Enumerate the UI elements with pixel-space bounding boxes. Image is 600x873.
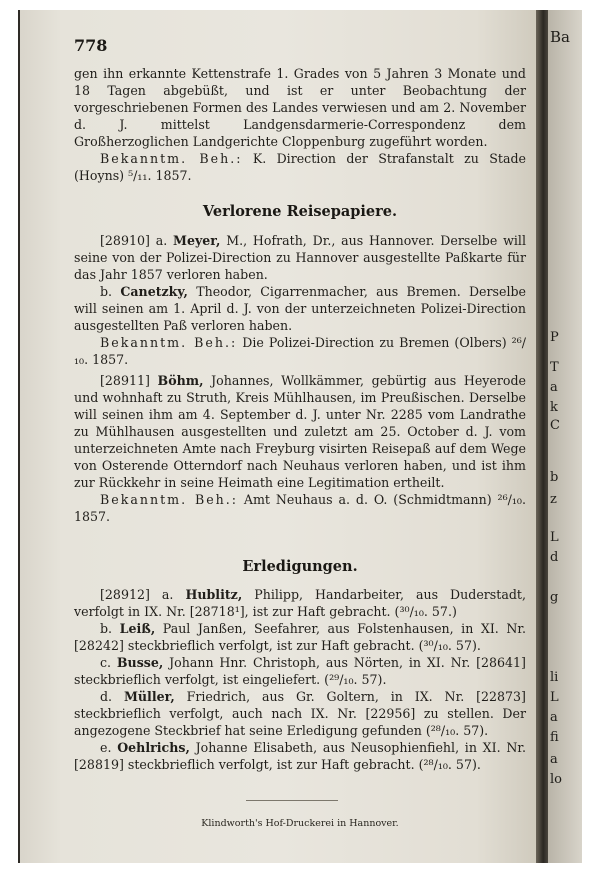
edge-letter: fi — [550, 730, 559, 745]
notice-text: Amt Neuhaus a. d. O. (Schmidtmann) ²⁶/₁₀. 1857. — [74, 492, 526, 524]
edge-letter: T — [550, 360, 559, 375]
person-name: Hublitz, — [185, 587, 243, 602]
carryover-notice — [74, 150, 526, 184]
edge-letter: d — [550, 550, 559, 565]
entry-id: [28910] — [100, 233, 150, 248]
notice-text: Die Polizei-Direction zu Bremen (Olbers) ²⁶/₁₀. 1857. — [74, 335, 526, 367]
entry-marker: a. — [155, 233, 168, 248]
edge-letter: a — [550, 710, 558, 725]
edge-letter: a — [550, 752, 558, 767]
person-name: Oehlrichs, — [117, 740, 190, 755]
notice-label: Bekanntm. Beh.: — [100, 492, 239, 507]
footer-rule — [246, 800, 338, 801]
edge-letter: L — [550, 530, 559, 545]
entry-marker: b. — [100, 621, 113, 636]
entry-text: Johann Hnr. Christoph, aus Nörten, in XI. Nr. [28641] steckbrieflich verfolgt, ist eingeliefert. (²⁹/₁₀. 57). — [74, 655, 526, 687]
carryover-text-block — [74, 65, 526, 184]
entry-text: Philipp, Handarbeiter, aus Duderstadt, verfolgt in IX. Nr. [28718¹], ist zur Haft gebracht. (³⁰/₁₀. 57.) — [74, 587, 526, 619]
person-name: Canetzky, — [120, 284, 188, 299]
book-page — [20, 10, 538, 863]
edge-letter: lo — [550, 772, 562, 787]
notice-label: Bekanntm. Beh.: — [100, 151, 243, 166]
entry-a — [74, 586, 526, 620]
settled-entries-28912 — [74, 586, 526, 773]
person-name: Meyer, — [173, 233, 221, 248]
entry-text: M., Hofrath, Dr., aus Hannover. Derselbe will seine von der Polizei-Direction zu Hannover ausgestellte Paßkarte für das Jahr 1857 verloren haben. — [74, 233, 526, 282]
edge-letter: li — [550, 670, 559, 685]
entry-d — [74, 688, 526, 739]
lost-papers-entry-28910 — [74, 232, 526, 368]
entry-notice — [74, 334, 526, 368]
lost-papers-entry-28911 — [74, 372, 526, 525]
entry-main — [74, 372, 526, 491]
edge-letter: a — [550, 380, 558, 395]
notice-text: K. Direction der Strafanstalt zu Stade (Hoyns) ⁵/₁₁. 1857. — [74, 151, 526, 183]
edge-letter: z — [550, 492, 557, 507]
edge-letter: L — [550, 690, 559, 705]
entry-c — [74, 654, 526, 688]
next-page-edge — [548, 10, 582, 863]
person-name: Leiß, — [119, 621, 156, 636]
notice-label: Bekanntm. Beh.: — [100, 335, 238, 350]
person-name: Böhm, — [157, 373, 204, 388]
entry-id: [28912] — [100, 587, 150, 602]
book-photo — [18, 10, 582, 863]
entry-a — [74, 232, 526, 283]
person-name: Busse, — [116, 655, 164, 670]
entry-text: Johanne Elisabeth, aus Neusophienfiehl, in XI. Nr. [28819] steckbrieflich verfolgt, ist zur Haft gebracht. (²⁸/₁₀. 57). — [74, 740, 526, 772]
entry-marker: b. — [100, 284, 113, 299]
edge-letter: C — [550, 418, 560, 433]
entry-marker: d. — [100, 689, 113, 704]
printer-imprint: Klindworth's Hof-Druckerei in Hannover. — [201, 818, 399, 829]
page-number: 778 — [74, 36, 108, 55]
edge-letter: P — [550, 330, 559, 345]
section-heading-lost-papers: Verlorene Reisepapiere. — [202, 203, 398, 220]
person-name: Müller, — [123, 689, 175, 704]
section-heading-settled: Erledigungen. — [242, 558, 358, 575]
edge-letter: k — [550, 400, 558, 415]
book-gutter — [536, 10, 548, 863]
entry-text: Theodor, Cigarrenmacher, aus Bremen. Derselbe will seinen am 1. April d. J. von der unterzeichneten Polizei-Direction ausgestellten Paß verloren haben. — [74, 284, 526, 333]
entry-notice — [74, 491, 526, 525]
entry-b — [74, 620, 526, 654]
entry-text: Paul Janßen, Seefahrer, aus Folstenhausen, in XI. Nr. [28242] steckbrieflich verfolgt, ist zur Haft gebracht. (³⁰/₁₀. 57). — [74, 621, 526, 653]
edge-letter: g — [550, 590, 559, 605]
entry-id: [28911] — [100, 373, 150, 388]
entry-e — [74, 739, 526, 773]
entry-text: Friedrich, aus Gr. Goltern, in IX. Nr. [22873] steckbrieflich verfolgt, auch nach IX. Nr. [22956] zu stellen. Der angezogene Steckbrief hat seine Erledigung gefunden (²⁸/₁₀. 57). — [74, 689, 526, 738]
entry-b — [74, 283, 526, 334]
entry-marker: e. — [100, 740, 112, 755]
edge-letter: Ba — [550, 28, 570, 46]
edge-letter: b — [550, 470, 559, 485]
entry-text: Johannes, Wollkämmer, gebürtig aus Heyerode und wohnhaft zu Struth, Kreis Mühlhausen, im Preußischen. Derselbe will seinen ihm am 4. September d. J. unter Nr. 2285 vom Landrathe zu Mühlhausen ausgestellten und zuletzt am 25. October d. J. vom unterzeichneten Amte nach Freyburg visirten Reisepaß auf dem Wege von Osterende Otterndorf nach Neuhaus verloren haben, und ist ihm zur Rückkehr in seine Heimath eine Legitimation ertheilt. — [74, 373, 526, 490]
carryover-paragraph: gen ihn erkannte Kettenstrafe 1. Grades von 5 Jahren 3 Monate und 18 Tagen abgebüßt, und ist er unter Beobachtung der vorgeschriebenen Formen des Landes verwiesen und am 2. November d. J. mittelst Landgensdarmerie-Correspondenz dem Großherzoglichen Landgerichte Cloppenburg zugeführt worden. — [74, 66, 526, 149]
entry-marker: c. — [100, 655, 112, 670]
entry-marker: a. — [161, 587, 174, 602]
